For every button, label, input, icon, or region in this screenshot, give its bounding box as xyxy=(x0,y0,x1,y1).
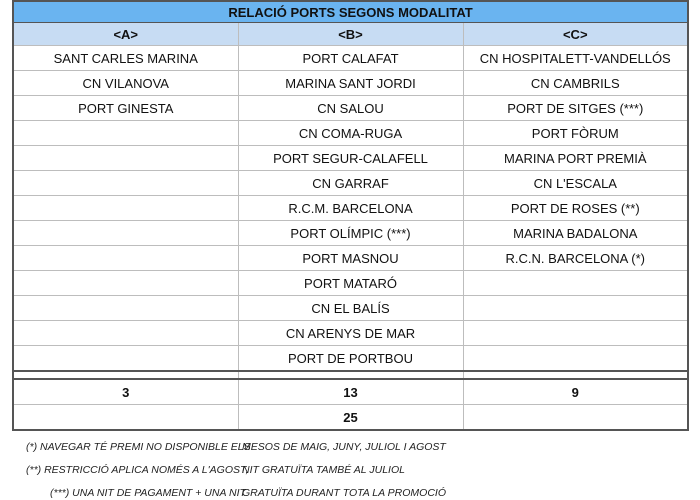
cell-a xyxy=(13,246,238,271)
cell-a xyxy=(13,146,238,171)
footnote-1-left: (*) NAVEGAR TÉ PREMI NO DISPONIBLE ELS xyxy=(26,441,251,453)
cell-b: PORT OLÍMPIC (***) xyxy=(238,221,463,246)
table-row xyxy=(13,121,688,146)
cell-b: PORT MATARÓ xyxy=(238,271,463,296)
table-title: RELACIÓ PORTS SEGONS MODALITAT xyxy=(13,1,688,23)
footnote-2-left: (**) RESTRICCIÓ APLICA NOMÉS A L'AGOST, xyxy=(26,464,249,476)
footnote-1-right: MESOS DE MAIG, JUNY, JULIOL I AGOST xyxy=(242,441,446,453)
cell-a xyxy=(13,271,238,296)
table-row xyxy=(13,246,688,271)
table-row xyxy=(13,271,688,296)
cell-b: CN EL BALÍS xyxy=(238,296,463,321)
cell-c xyxy=(463,321,688,346)
table-row xyxy=(13,296,688,321)
cell-b: R.C.M. BARCELONA xyxy=(238,196,463,221)
cell-b: CN SALOU xyxy=(238,96,463,121)
footnote-2 xyxy=(26,464,405,476)
table-row xyxy=(13,71,688,96)
separator-row xyxy=(13,371,688,379)
cell-b: CN GARRAF xyxy=(238,171,463,196)
grand-total-empty-a xyxy=(13,405,238,431)
ports-sheet xyxy=(12,0,687,431)
column-header-a: <A> xyxy=(13,23,238,46)
cell-c xyxy=(463,296,688,321)
table-row xyxy=(13,221,688,246)
table-row xyxy=(13,171,688,196)
grand-total: 25 xyxy=(238,405,463,431)
cell-a xyxy=(13,221,238,246)
cell-c: PORT DE SITGES (***) xyxy=(463,96,688,121)
column-header-b: <B> xyxy=(238,23,463,46)
cell-a: SANT CARLES MARINA xyxy=(13,46,238,71)
cell-c xyxy=(463,346,688,372)
cell-c xyxy=(463,271,688,296)
title-row xyxy=(13,1,688,23)
cell-a: CN VILANOVA xyxy=(13,71,238,96)
cell-b: PORT SEGUR-CALAFELL xyxy=(238,146,463,171)
cell-a xyxy=(13,346,238,372)
footnote-2-right: NIT GRATUÏTA TAMBÉ AL JULIOL xyxy=(242,464,405,476)
table-row xyxy=(13,321,688,346)
cell-b: CN COMA-RUGA xyxy=(238,121,463,146)
grand-total-row xyxy=(13,405,688,431)
cell-c: MARINA BADALONA xyxy=(463,221,688,246)
footnote-3-right: GRATUÏTA DURANT TOTA LA PROMOCIÓ xyxy=(242,487,446,499)
footnote-3 xyxy=(50,487,446,499)
total-c: 9 xyxy=(463,379,688,405)
table-row xyxy=(13,346,688,372)
column-header-c: <C> xyxy=(463,23,688,46)
cell-a: PORT GINESTA xyxy=(13,96,238,121)
cell-b: PORT DE PORTBOU xyxy=(238,346,463,372)
table-row xyxy=(13,196,688,221)
cell-c: CN CAMBRILS xyxy=(463,71,688,96)
cell-c: CN L'ESCALA xyxy=(463,171,688,196)
cell-a xyxy=(13,196,238,221)
ports-table xyxy=(12,0,689,431)
table-row xyxy=(13,146,688,171)
header-row xyxy=(13,23,688,46)
footnote-3-left: (***) UNA NIT DE PAGAMENT + UNA NIT xyxy=(50,487,246,499)
cell-a xyxy=(13,171,238,196)
cell-c: MARINA PORT PREMIÀ xyxy=(463,146,688,171)
total-b: 13 xyxy=(238,379,463,405)
grand-total-empty-c xyxy=(463,405,688,431)
cell-c: R.C.N. BARCELONA (*) xyxy=(463,246,688,271)
totals-row xyxy=(13,379,688,405)
cell-b: CN ARENYS DE MAR xyxy=(238,321,463,346)
cell-c: CN HOSPITALETT-VANDELLÓS xyxy=(463,46,688,71)
cell-b: PORT CALAFAT xyxy=(238,46,463,71)
cell-b: MARINA SANT JORDI xyxy=(238,71,463,96)
cell-c: PORT DE ROSES (**) xyxy=(463,196,688,221)
cell-c: PORT FÒRUM xyxy=(463,121,688,146)
table-row xyxy=(13,46,688,71)
cell-b: PORT MASNOU xyxy=(238,246,463,271)
cell-a xyxy=(13,321,238,346)
cell-a xyxy=(13,121,238,146)
footnote-1 xyxy=(26,441,446,453)
total-a: 3 xyxy=(13,379,238,405)
cell-a xyxy=(13,296,238,321)
table-row xyxy=(13,96,688,121)
